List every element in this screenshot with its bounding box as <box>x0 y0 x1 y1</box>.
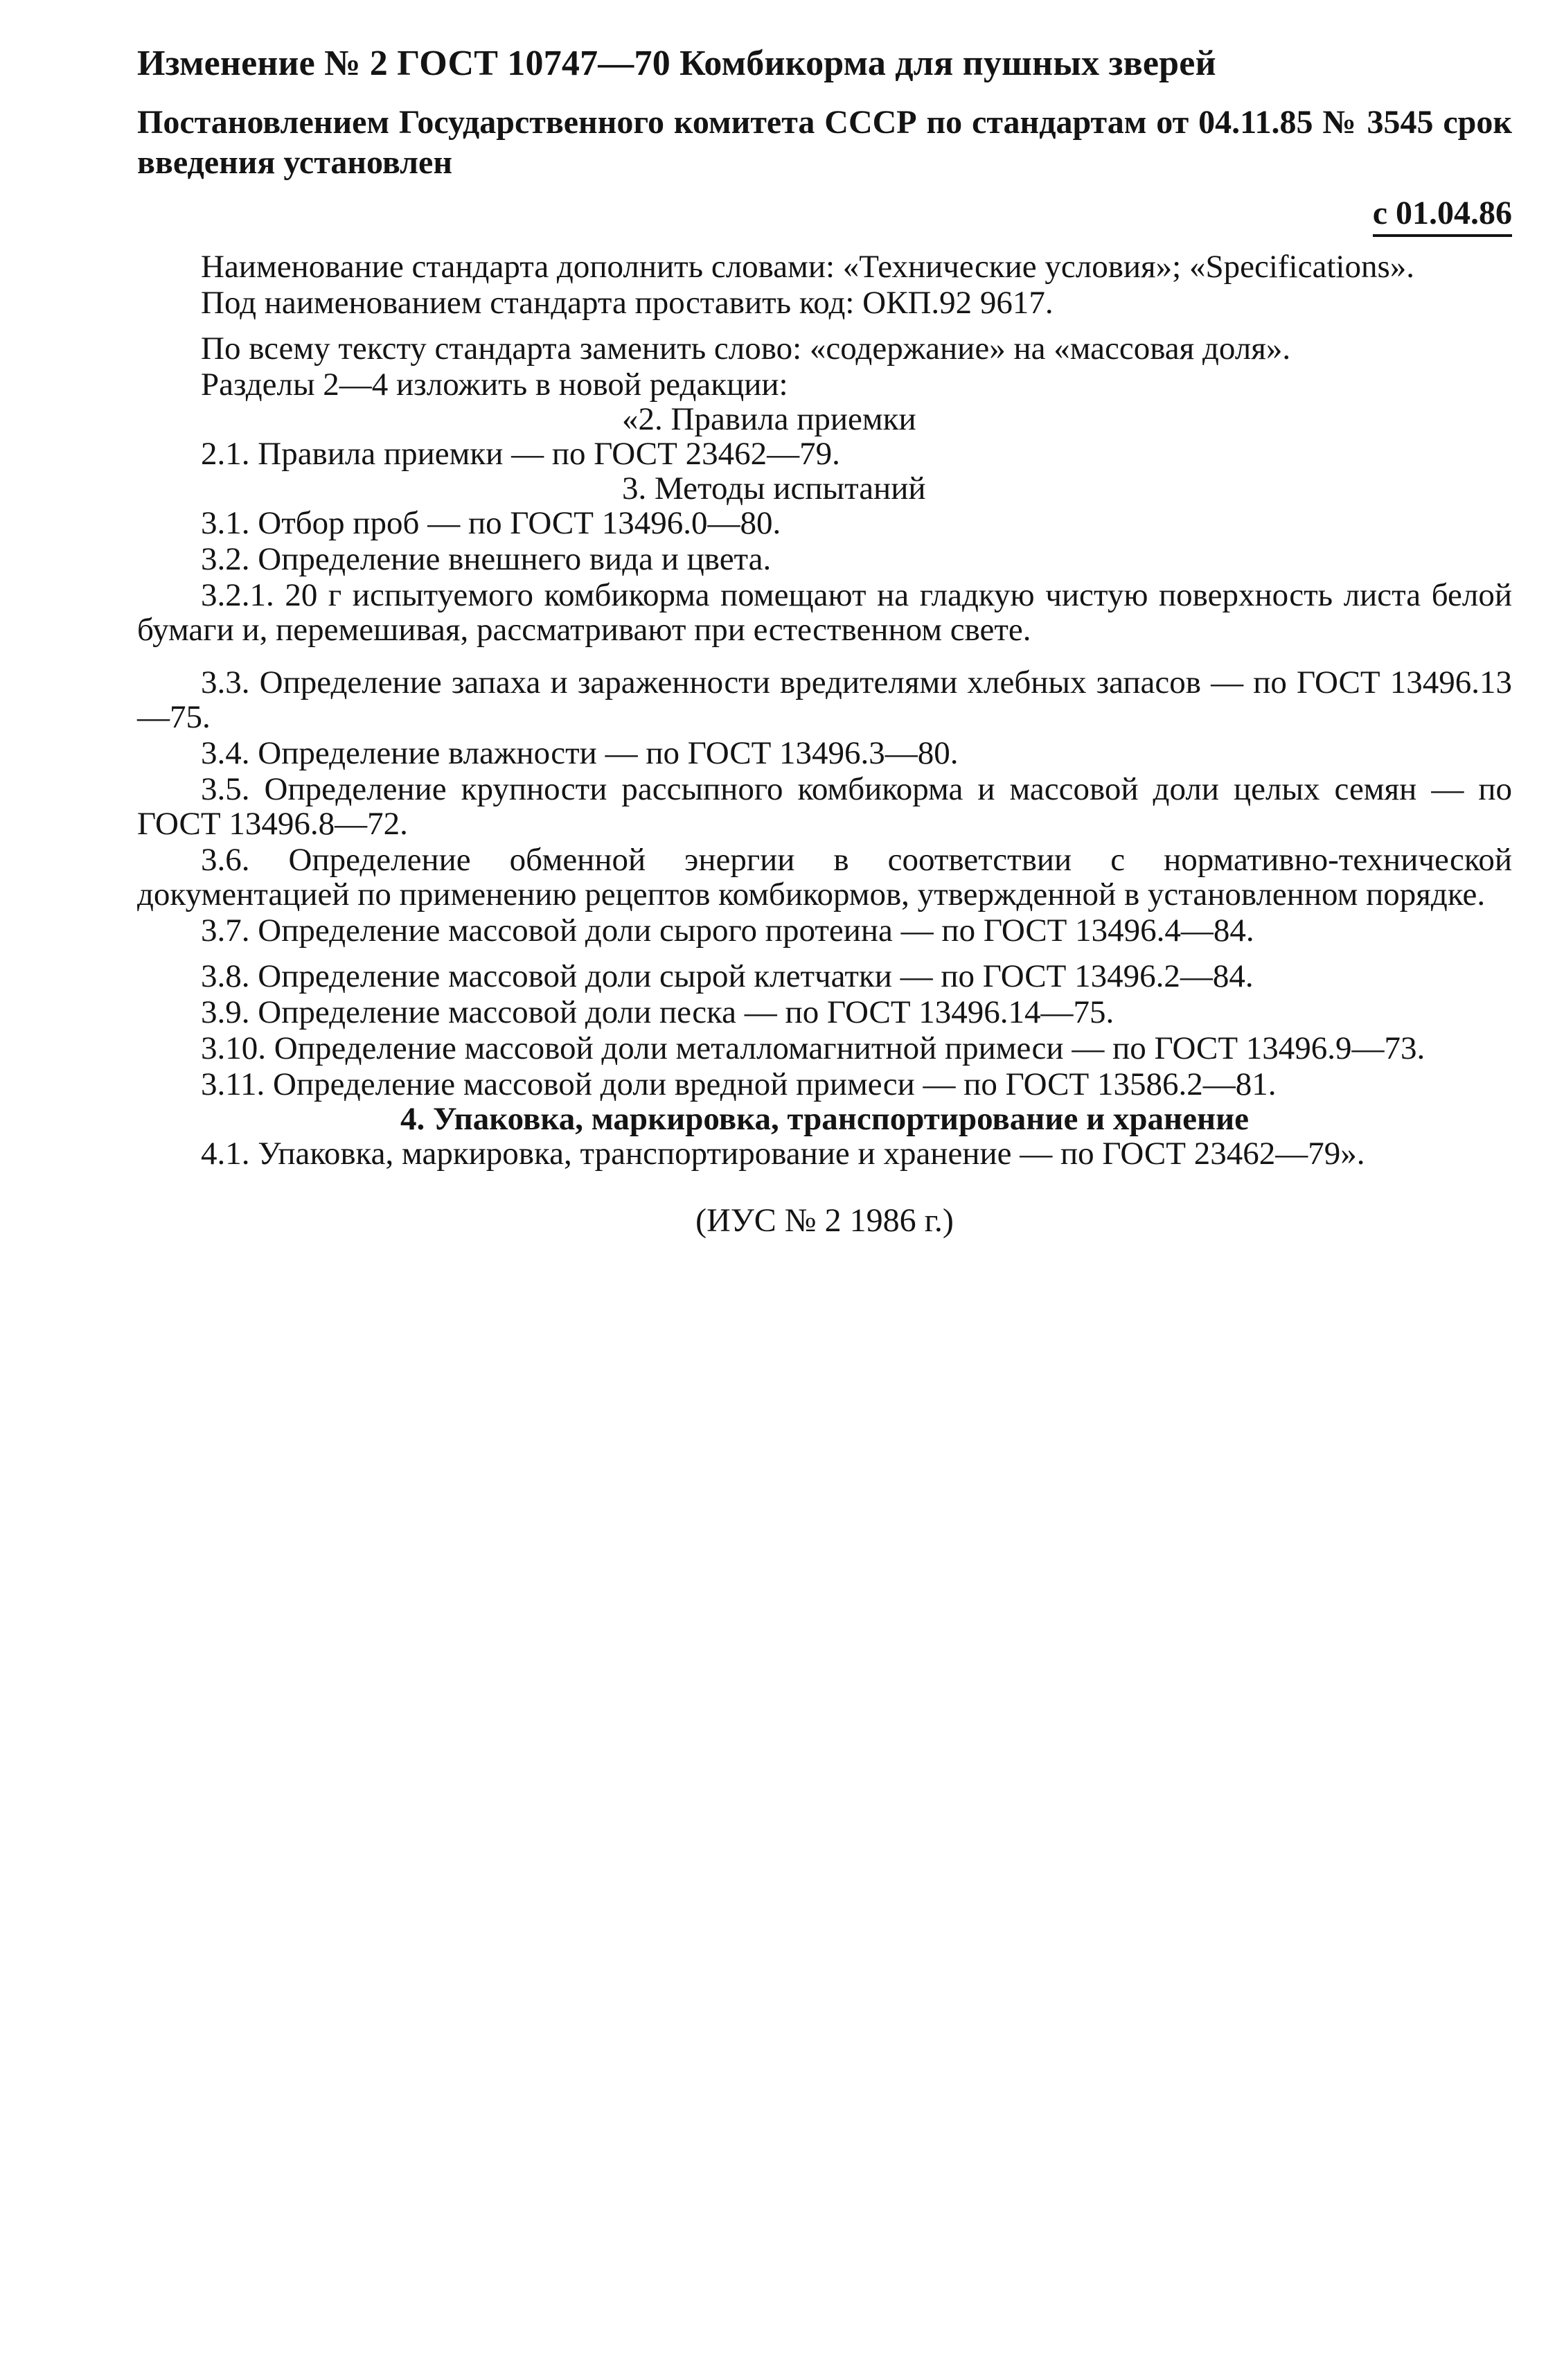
clause-3-5: 3.5. Определение крупности рассыпного комбикорма и массовой доли целых семян — по ГОСТ 13496.8—72. <box>137 771 1512 842</box>
source-reference: (ИУС № 2 1986 г.) <box>695 1202 954 1239</box>
clause-3-8: 3.8. Определение массовой доли сырой клетчатки — по ГОСТ 13496.2—84. <box>201 958 1254 994</box>
clause-3-9: 3.9. Определение массовой доли песка — по ГОСТ 13496.14—75. <box>201 994 1114 1030</box>
section-3-heading: 3. Методы испытаний <box>622 470 926 506</box>
clause-3-7: 3.7. Определение массовой доли сырого протеина — по ГОСТ 13496.4—84. <box>201 913 1254 949</box>
paragraph-title-addition: Наименование стандарта дополнить словами: «Технические условия»; «Specifications». <box>201 249 1414 285</box>
clause-3-2-1: 3.2.1. 20 г испытуемого комбикорма помещают на гладкую чистую поверхность листа белой бумаги и, перемешивая, рассматривают при естественном свете. <box>137 577 1512 648</box>
section-2-heading: «2. Правила приемки <box>622 401 916 437</box>
amendment-body <box>137 249 1512 1171</box>
clause-3-1: 3.1. Отбор проб — по ГОСТ 13496.0—80. <box>201 505 781 541</box>
decree-statement: Постановлением Государственного комитета СССР по стандартам от 04.11.85 № 3545 срок введения установлен <box>137 104 1512 181</box>
clause-3-2: 3.2. Определение внешнего вида и цвета. <box>201 541 772 577</box>
clause-2-1: 2.1. Правила приемки — по ГОСТ 23462—79. <box>201 436 840 472</box>
clause-3-4: 3.4. Определение влажности — по ГОСТ 13496.3—80. <box>201 735 959 771</box>
clause-3-6: 3.6. Определение обменной энергии в соответствии с нормативно-технической документацией по применению рецептов комбикормов, утвержденной в установленном порядке. <box>137 842 1512 913</box>
clause-4-1: 4.1. Упаковка, маркировка, транспортирование и хранение — по ГОСТ 23462—79». <box>201 1136 1365 1172</box>
effective-date: с 01.04.86 <box>1373 194 1512 237</box>
paragraph-okp-code: Под наименованием стандарта проставить код: ОКП.92 9617. <box>201 285 1054 321</box>
effective-date-block <box>137 194 1512 237</box>
paragraph-word-replacement: По всему тексту стандарта заменить слово: «содержание» на «массовая доля». <box>201 330 1291 367</box>
clause-3-11: 3.11. Определение массовой доли вредной примеси — по ГОСТ 13586.2—81. <box>201 1066 1277 1102</box>
clause-3-3: 3.3. Определение запаха и зараженности вредителями хлебных запасов — по ГОСТ 13496.13—75. <box>137 664 1512 735</box>
document-title: Изменение № 2 ГОСТ 10747—70 Комбикорма для пушных зверей <box>137 44 1216 83</box>
paragraph-sections-intro: Разделы 2—4 изложить в новой редакции: <box>201 367 788 403</box>
document-content <box>137 40 1512 1240</box>
clause-3-10: 3.10. Определение массовой доли металломагнитной примеси — по ГОСТ 13496.9—73. <box>201 1030 1425 1066</box>
section-4-heading: 4. Упаковка, маркировка, транспортирование и хранение <box>400 1101 1250 1137</box>
